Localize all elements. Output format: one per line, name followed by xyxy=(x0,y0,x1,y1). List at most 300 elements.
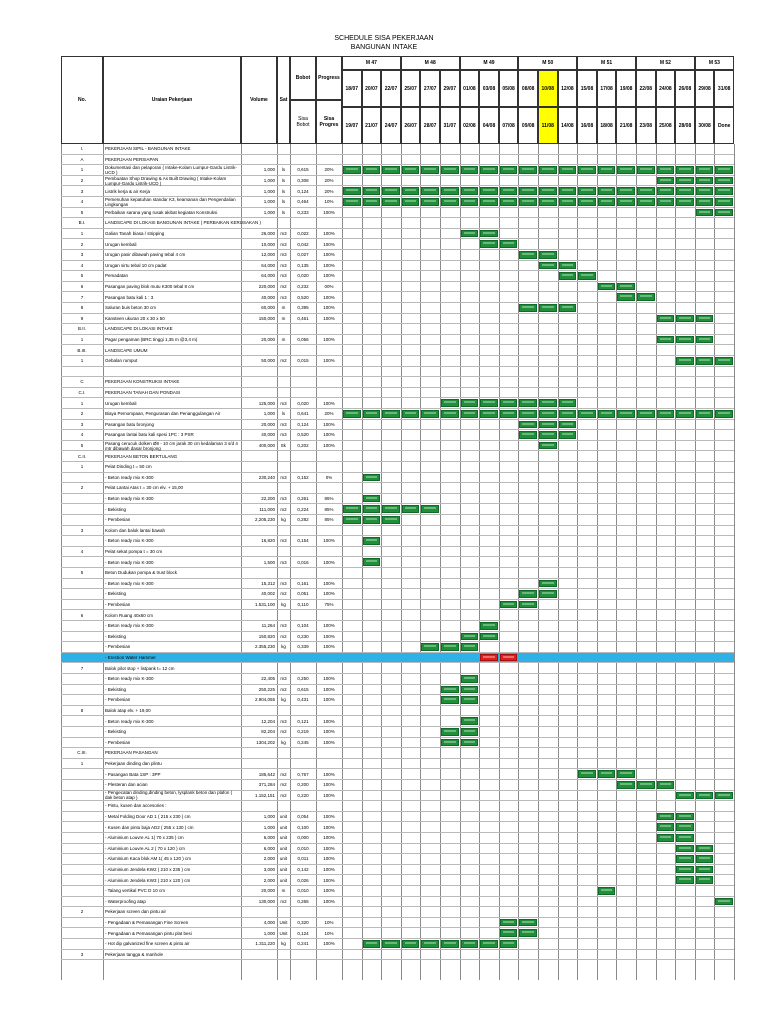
row-description: - Bekisting xyxy=(105,686,127,692)
row-unit: m2 xyxy=(280,591,287,597)
row-volume: 1,000 xyxy=(263,411,275,417)
row-volume xyxy=(241,367,277,377)
row-volume xyxy=(241,907,277,917)
date-end-13: 18/08 xyxy=(597,107,617,144)
row-volume xyxy=(241,748,277,758)
schedule-bar xyxy=(617,198,635,206)
table-row xyxy=(61,345,734,356)
schedule-bar xyxy=(637,293,655,301)
schedule-bar xyxy=(617,166,635,174)
row-unit: m2 xyxy=(280,898,287,904)
row-number: 4 xyxy=(80,199,84,205)
schedule-bar xyxy=(461,410,479,418)
table-row xyxy=(61,674,734,685)
date-end-18: 30/08 xyxy=(695,107,715,144)
table-row xyxy=(61,197,734,208)
table-row xyxy=(61,791,734,802)
date-start-3: 25/07 xyxy=(401,70,421,107)
row-volume xyxy=(241,155,277,165)
row-volume: 220,000 xyxy=(258,284,275,290)
row-volume xyxy=(241,345,277,355)
schedule-bar xyxy=(715,187,733,195)
schedule-bar xyxy=(519,166,537,174)
table-row xyxy=(61,430,734,441)
schedule-bar xyxy=(421,410,439,418)
schedule-bar xyxy=(461,940,479,948)
row-number: I. xyxy=(80,146,84,152)
row-progress: 100% xyxy=(323,400,335,406)
row-progress: 100% xyxy=(323,877,335,883)
row-unit: m2 xyxy=(280,358,287,364)
row-unit: unit xyxy=(279,824,288,830)
schedule-bar xyxy=(539,590,557,598)
date-end-0: 19/07 xyxy=(342,107,362,144)
schedule-bar xyxy=(715,357,733,365)
schedule-bar xyxy=(617,283,635,291)
row-number: 1 xyxy=(80,761,84,767)
row-number xyxy=(63,600,101,610)
row-description: Perbaikan sarana yang rusak akibat kegiatan Konstruksi xyxy=(105,209,218,215)
schedule-bar xyxy=(637,166,655,174)
row-progress: 100% xyxy=(323,644,335,650)
row-description: - Beton ready mix K-300 xyxy=(105,559,154,565)
row-description: Pasangan lantai batu kali spesi 1PC : 3 PSR xyxy=(105,432,194,438)
row-volume: 26,000 xyxy=(261,231,275,237)
row-volume: 150,000 xyxy=(258,315,275,321)
schedule-bar xyxy=(519,421,537,429)
row-volume: 20,000 xyxy=(261,337,275,343)
row-number: 1 xyxy=(80,400,84,406)
schedule-bar xyxy=(539,166,557,174)
schedule-bar xyxy=(363,516,381,524)
table-row xyxy=(61,398,734,409)
row-volume: 125,000 xyxy=(258,400,275,406)
schedule-bar xyxy=(363,495,381,503)
row-unit: kg xyxy=(281,739,286,745)
schedule-bar xyxy=(421,940,439,948)
row-number xyxy=(63,653,101,663)
row-volume: 11,264 xyxy=(261,623,275,629)
schedule-bar xyxy=(598,410,616,418)
row-volume: 1.531,100 xyxy=(254,602,275,608)
schedule-bar xyxy=(637,410,655,418)
table-row xyxy=(61,229,734,240)
row-weight: 0,154 xyxy=(297,538,309,544)
table-row xyxy=(61,642,734,653)
schedule-bar-red xyxy=(500,654,518,662)
row-unit xyxy=(277,568,290,578)
row-volume: 1,000 xyxy=(263,930,275,936)
table-row xyxy=(61,547,734,558)
date-end-6: 02/08 xyxy=(460,107,480,144)
table-row xyxy=(61,939,734,950)
table-row xyxy=(61,812,734,823)
row-volume: 22,200 xyxy=(261,496,275,502)
schedule-bar xyxy=(657,177,675,185)
schedule-bar xyxy=(657,410,675,418)
row-progress: 85% xyxy=(324,517,334,523)
row-description: - Pembesian xyxy=(105,697,131,703)
table-row xyxy=(61,282,734,293)
row-weight: 0,615 xyxy=(297,167,309,173)
schedule-table xyxy=(61,56,734,980)
schedule-bar xyxy=(421,505,439,513)
row-weight: 0,161 xyxy=(297,580,309,586)
table-row xyxy=(61,780,734,791)
row-description: Beton Dudukan pompa & trust block xyxy=(105,570,178,576)
schedule-bar xyxy=(519,929,537,937)
schedule-bar xyxy=(461,166,479,174)
schedule-bar xyxy=(461,728,479,736)
row-progress: 10% xyxy=(324,199,334,205)
schedule-bar xyxy=(676,177,694,185)
row-number: 2 xyxy=(80,485,84,491)
row-progress: 100% xyxy=(323,898,335,904)
table-row xyxy=(61,769,734,780)
row-number xyxy=(63,536,101,546)
row-weight: 0,641 xyxy=(297,411,309,417)
date-end-15: 23/08 xyxy=(636,107,656,144)
row-description: - Pembesian xyxy=(105,517,131,523)
row-number: 1 xyxy=(80,167,84,173)
row-unit xyxy=(277,663,290,673)
row-volume xyxy=(241,663,277,673)
row-unit: unit xyxy=(279,835,288,841)
table-row xyxy=(61,218,734,229)
schedule-bar xyxy=(715,177,733,185)
row-unit xyxy=(277,377,290,387)
schedule-bar xyxy=(363,940,381,948)
row-weight: 0,245 xyxy=(297,739,309,745)
row-description: - Pasangan Bata 1SP : 3PP xyxy=(105,771,161,777)
schedule-bar xyxy=(676,792,694,800)
row-number xyxy=(63,515,101,525)
schedule-bar xyxy=(421,187,439,195)
row-progress: 100% xyxy=(323,771,335,777)
table-row xyxy=(61,314,734,325)
schedule-bar xyxy=(539,304,557,312)
table-row xyxy=(61,695,734,706)
table-row xyxy=(61,557,734,568)
row-description: - Pengecatan dinding,dinding beton, lysplank beton dan plafon ( dak beton atap ) xyxy=(105,790,233,801)
schedule-bar xyxy=(382,198,400,206)
row-weight xyxy=(290,451,316,461)
row-weight: 0,051 xyxy=(297,591,309,597)
row-volume xyxy=(241,324,277,334)
row-weight: 0,232 xyxy=(297,284,309,290)
row-weight: 0,015 xyxy=(297,358,309,364)
row-description: - Beton ready mix K-300 xyxy=(105,580,154,586)
row-number xyxy=(63,579,101,589)
week-label-4: M 51 xyxy=(577,56,636,70)
schedule-bar xyxy=(441,696,459,704)
schedule-bar xyxy=(676,855,694,863)
date-end-5: 31/07 xyxy=(440,107,460,144)
schedule-bar xyxy=(500,198,518,206)
row-number: 8 xyxy=(80,305,84,311)
row-number xyxy=(63,780,101,790)
row-weight: 0,142 xyxy=(297,867,309,873)
schedule-bar xyxy=(402,187,420,195)
row-volume xyxy=(241,462,277,472)
date-start-1: 20/07 xyxy=(362,70,382,107)
row-description: Pemenuhan kepatuhan standar K3, keamanan dan Pengendalian Lingkungan xyxy=(105,196,236,207)
row-progress xyxy=(316,748,342,758)
schedule-bar xyxy=(500,940,518,948)
schedule-bar xyxy=(539,198,557,206)
schedule-bar xyxy=(539,442,557,450)
row-progress: 100% xyxy=(323,633,335,639)
row-unit: unit xyxy=(279,867,288,873)
row-progress: 100% xyxy=(323,591,335,597)
date-start-12: 15/08 xyxy=(577,70,597,107)
schedule-bar xyxy=(480,166,498,174)
row-unit: m3 xyxy=(280,400,287,406)
row-number xyxy=(63,727,101,737)
row-progress xyxy=(316,324,342,334)
row-volume: 111,000 xyxy=(259,506,275,512)
row-description: - Pintu, kusen dan accesories : xyxy=(105,803,167,809)
row-number xyxy=(63,494,101,504)
row-volume: 12,000 xyxy=(261,252,275,258)
row-weight: 0,431 xyxy=(297,697,309,703)
row-unit: m xyxy=(281,888,286,894)
schedule-bar xyxy=(461,198,479,206)
schedule-bar xyxy=(343,505,361,513)
date-end-7: 04/08 xyxy=(479,107,499,144)
row-weight: 0,027 xyxy=(297,252,309,258)
row-progress xyxy=(316,451,342,461)
table-row xyxy=(61,621,734,632)
row-progress: 100% xyxy=(323,792,335,798)
row-weight: 0,395 xyxy=(297,305,309,311)
row-description: Pasangan batu bronjong xyxy=(105,421,155,427)
schedule-bar xyxy=(461,739,479,747)
row-number xyxy=(63,886,101,896)
table-row xyxy=(61,907,734,918)
row-description: - Beton ready mix K-300 xyxy=(105,538,154,544)
row-description: - Bekisting xyxy=(105,633,127,639)
row-weight: 0,124 xyxy=(297,188,309,194)
row-number xyxy=(63,685,101,695)
schedule-bar xyxy=(519,187,537,195)
row-unit xyxy=(277,388,290,398)
row-progress xyxy=(316,345,342,355)
date-start-4: 27/07 xyxy=(420,70,440,107)
row-progress: 100% xyxy=(323,676,335,682)
schedule-bar xyxy=(343,516,361,524)
row-progress: 100% xyxy=(323,845,335,851)
row-unit: ls xyxy=(281,167,286,173)
schedule-bar xyxy=(559,431,577,439)
date-start-16: 24/08 xyxy=(656,70,676,107)
row-unit: m2 xyxy=(280,792,287,798)
table-row xyxy=(61,239,734,250)
schedule-bar xyxy=(500,410,518,418)
table-row xyxy=(61,653,734,664)
row-unit: Unit xyxy=(279,930,288,936)
schedule-bar xyxy=(696,876,714,884)
schedule-bar xyxy=(363,198,381,206)
table-row xyxy=(61,579,734,590)
row-volume: 1.311,220 xyxy=(255,941,275,947)
schedule-bar xyxy=(696,855,714,863)
schedule-bar xyxy=(539,187,557,195)
schedule-bar xyxy=(363,187,381,195)
row-number xyxy=(63,674,101,684)
schedule-bar xyxy=(519,590,537,598)
schedule-bar xyxy=(441,739,459,747)
schedule-bar xyxy=(441,686,459,694)
row-unit: m3 xyxy=(280,273,287,279)
row-progress: 100% xyxy=(323,580,335,586)
schedule-bar xyxy=(696,209,714,217)
row-unit xyxy=(277,155,290,165)
row-progress: 100% xyxy=(323,315,335,321)
row-weight: 0,461 xyxy=(297,315,309,321)
row-volume: 1,000 xyxy=(263,199,275,205)
table-row xyxy=(61,610,734,621)
schedule-bar xyxy=(715,209,733,217)
date-start-19: 31/08 xyxy=(714,70,734,107)
row-unit: Unit xyxy=(279,920,288,926)
row-progress xyxy=(316,462,342,472)
schedule-bar xyxy=(696,177,714,185)
row-progress: 100% xyxy=(323,273,335,279)
schedule-bar xyxy=(441,399,459,407)
schedule-bar xyxy=(500,240,518,248)
row-description: PEKERJAAN PERSIAPAN xyxy=(105,156,159,162)
table-row xyxy=(61,632,734,643)
row-volume xyxy=(241,610,277,620)
row-weight: 0,010 xyxy=(297,888,309,894)
row-unit: m xyxy=(281,315,286,321)
row-weight xyxy=(290,950,316,960)
row-volume: 40,000 xyxy=(261,432,275,438)
row-progress: 100% xyxy=(323,623,335,629)
row-unit: m2 xyxy=(280,686,287,692)
schedule-bar xyxy=(402,505,420,513)
row-volume xyxy=(241,706,277,716)
row-unit xyxy=(277,653,290,663)
row-number xyxy=(63,822,101,832)
row-progress: 75% xyxy=(324,602,334,608)
date-start-5: 29/07 xyxy=(440,70,460,107)
row-volume: 250,225 xyxy=(258,686,275,692)
schedule-bar xyxy=(539,580,557,588)
schedule-bar xyxy=(402,410,420,418)
row-number: 4 xyxy=(80,549,84,555)
row-progress xyxy=(316,653,342,663)
row-progress: 20% xyxy=(324,167,334,173)
row-description: Urugan kembali xyxy=(105,400,137,406)
row-volume: 50,000 xyxy=(261,358,275,364)
row-weight xyxy=(290,801,316,811)
row-description: - Bekisting xyxy=(105,729,127,735)
row-progress: 100% xyxy=(323,718,335,724)
row-description: - Beton ready mix K-300 xyxy=(105,474,154,480)
row-description: Urugan kembali xyxy=(105,241,137,247)
row-unit xyxy=(277,462,290,472)
table-row xyxy=(61,589,734,600)
schedule-bar xyxy=(461,633,479,641)
schedule-bar xyxy=(696,198,714,206)
header-volume: Volume xyxy=(241,56,277,144)
row-volume: 3,000 xyxy=(263,867,275,873)
row-description: - Beton ready mix K-300 xyxy=(105,496,154,502)
row-unit xyxy=(277,526,290,536)
row-description: Biaya Pemompaan, Pengurasan dan Penanggulangan Air xyxy=(105,411,221,417)
row-progress: 20% xyxy=(324,411,334,417)
schedule-bar xyxy=(480,198,498,206)
row-description: - Beton ready mix K-300 xyxy=(105,676,154,682)
schedule-bar xyxy=(657,198,675,206)
row-unit xyxy=(277,324,290,334)
schedule-bar xyxy=(559,272,577,280)
row-volume: 10,000 xyxy=(261,241,275,247)
table-row xyxy=(61,706,734,717)
row-weight: 0,282 xyxy=(297,517,309,523)
row-weight: 0,000 xyxy=(297,835,309,841)
table-row xyxy=(61,886,734,897)
schedule-bar xyxy=(598,283,616,291)
table-row xyxy=(61,186,734,197)
row-progress xyxy=(316,759,342,769)
row-progress: 0% xyxy=(325,474,333,480)
row-volume: 2,000 xyxy=(263,877,275,883)
date-end-1: 21/07 xyxy=(362,107,382,144)
week-label-0: M 47 xyxy=(342,56,401,70)
row-number: C.III. xyxy=(77,750,87,756)
row-number: 9 xyxy=(80,315,84,321)
row-description: Urugan pasir dibawah paving tebal 4 cm xyxy=(105,252,186,258)
row-volume: 12,204 xyxy=(261,718,275,724)
row-description: PEKERJAAN PASANGAN xyxy=(105,750,158,756)
row-volume: 130,000 xyxy=(258,898,275,904)
row-weight: 0,339 xyxy=(297,644,309,650)
schedule-bar xyxy=(500,601,518,609)
schedule-bar xyxy=(382,166,400,174)
row-progress: 10% xyxy=(324,930,334,936)
row-volume: 64,000 xyxy=(261,273,275,279)
row-weight: 0,100 xyxy=(297,824,309,830)
row-progress: 100% xyxy=(323,209,335,215)
schedule-bar xyxy=(363,537,381,545)
table-row xyxy=(61,441,734,452)
row-progress: 100% xyxy=(323,782,335,788)
row-volume: 60,000 xyxy=(261,305,275,311)
row-description: - Hot dip galvanized fine screen & pintu air xyxy=(105,941,190,947)
date-start-13: 17/08 xyxy=(597,70,617,107)
row-unit: m3 xyxy=(280,294,287,300)
schedule-bar xyxy=(461,643,479,651)
row-weight: 0,022 xyxy=(297,231,309,237)
row-number xyxy=(63,897,101,907)
schedule-bar xyxy=(696,792,714,800)
schedule-bar xyxy=(676,866,694,874)
table-row xyxy=(61,176,734,187)
row-number: 3 xyxy=(80,252,84,258)
schedule-bar xyxy=(382,410,400,418)
row-volume: 6,000 xyxy=(263,835,275,841)
row-unit xyxy=(277,950,290,960)
row-description: - Aluminium Jendela KW2 ( 210 x 235 ) cm xyxy=(105,867,191,873)
schedule-bar xyxy=(657,834,675,842)
date-end-4: 28/07 xyxy=(420,107,440,144)
date-start-18: 29/08 xyxy=(695,70,715,107)
row-progress xyxy=(316,706,342,716)
schedule-bar xyxy=(461,675,479,683)
